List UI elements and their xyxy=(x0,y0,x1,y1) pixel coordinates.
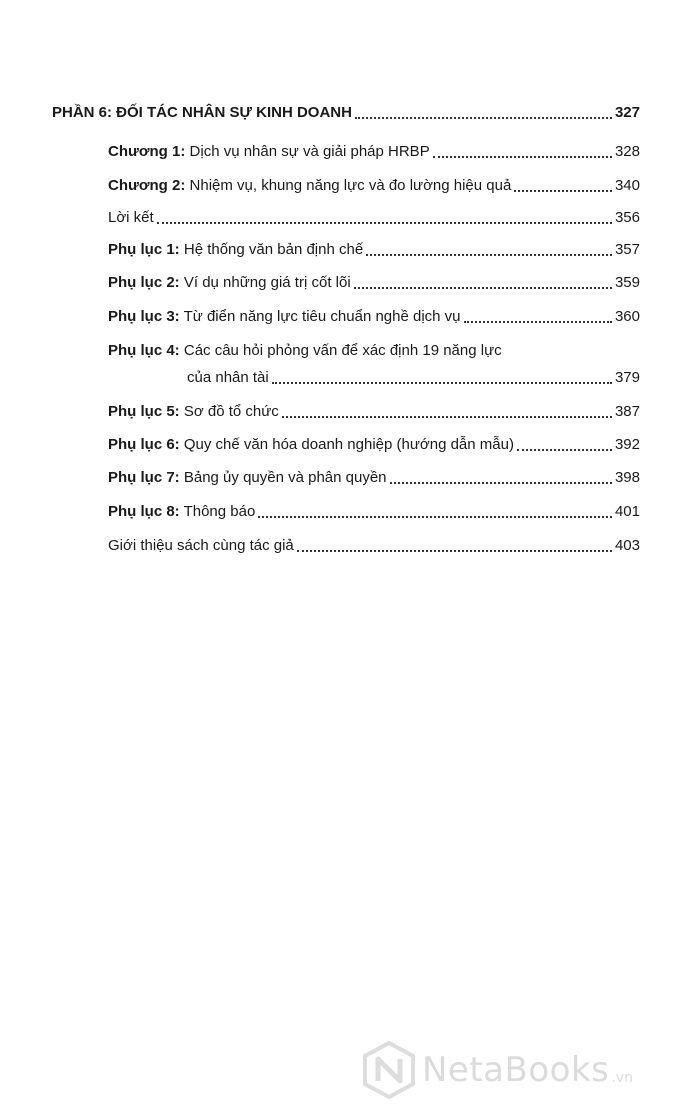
toc-entry-title: Dịch vụ nhân sự và giải pháp HRBP xyxy=(185,143,430,160)
toc-entry-phu-luc-3 xyxy=(108,308,640,326)
toc-entry-title: Giới thiệu sách cùng tác giả xyxy=(108,537,294,554)
toc-leader xyxy=(433,156,612,158)
toc-leader xyxy=(390,482,612,484)
toc-entry-phu-luc-4 xyxy=(108,342,640,387)
toc-entry-prefix: Phụ lục 5: xyxy=(108,403,180,420)
toc-entry-title: Ví dụ những giá trị cốt lõi xyxy=(179,274,351,291)
toc-leader xyxy=(464,321,612,323)
toc-part-6 xyxy=(52,104,640,122)
toc-leader xyxy=(354,287,612,289)
toc-entry-title: Nhiệm vụ, khung năng lực và đo lường hiệu quả xyxy=(185,177,512,194)
toc-leader xyxy=(355,117,612,119)
toc-page-number: 327 xyxy=(614,104,640,121)
toc-leader xyxy=(282,416,612,418)
toc-entry-phu-luc-5 xyxy=(108,403,640,421)
toc-entry-title: Hệ thống văn bản định chế xyxy=(179,241,364,258)
toc-page-number: 357 xyxy=(614,241,640,258)
toc-leader xyxy=(514,190,612,192)
toc-entry-title: Sơ đồ tổ chức xyxy=(179,403,279,420)
toc-entry-phu-luc-6 xyxy=(108,436,640,454)
toc-entry-title: Bảng ủy quyền và phân quyền xyxy=(179,469,387,486)
toc-leader xyxy=(258,516,612,518)
toc-page-number: 401 xyxy=(614,503,640,520)
watermark-brand: NetaBooks xyxy=(422,1050,610,1090)
toc-page-number: 387 xyxy=(614,403,640,420)
netabooks-watermark xyxy=(362,1040,692,1100)
toc-entry-prefix: Phụ lục 8: xyxy=(108,503,180,520)
toc-entry-title: Quy chế văn hóa doanh nghiệp (hướng dẫn mẫu) xyxy=(179,436,514,453)
toc-entry-title: Lời kết xyxy=(108,209,154,226)
toc-page-number: 392 xyxy=(614,436,640,453)
toc-page-number: 360 xyxy=(614,308,640,325)
toc-entry-prefix: Phụ lục 4: xyxy=(108,342,180,359)
toc-page-number: 403 xyxy=(614,537,640,554)
toc-entry-prefix: Phụ lục 1: xyxy=(108,241,180,258)
toc-entry-prefix: Phụ lục 2: xyxy=(108,274,180,291)
toc-entry-title: Thông báo xyxy=(179,503,256,520)
toc-entry-phu-luc-7 xyxy=(108,469,640,487)
toc-entry-phu-luc-2 xyxy=(108,274,640,292)
toc-page-number: 356 xyxy=(614,209,640,226)
toc-entry-chuong-1 xyxy=(108,143,640,161)
toc-entry-chuong-2 xyxy=(108,177,640,195)
toc-entry-title-continued: của nhân tài xyxy=(187,369,269,386)
toc-part-label: PHẦN 6: ĐỐI TÁC NHÂN SỰ KINH DOANH xyxy=(52,104,352,121)
toc-page-number: 398 xyxy=(614,469,640,486)
toc-leader xyxy=(517,449,612,451)
toc-entry-loi-ket xyxy=(108,209,640,227)
toc-page-number: 379 xyxy=(614,369,640,386)
netabooks-logo-icon xyxy=(362,1041,416,1099)
toc-entry-prefix: Phụ lục 7: xyxy=(108,469,180,486)
toc-entry-prefix: Chương 1: xyxy=(108,143,186,160)
toc-page-number: 340 xyxy=(614,177,640,194)
toc-entry-prefix: Phụ lục 6: xyxy=(108,436,180,453)
toc-page-number: 359 xyxy=(614,274,640,291)
toc-page-number: 328 xyxy=(614,143,640,160)
toc-entry-title: Các câu hỏi phỏng vấn để xác định 19 năng lực xyxy=(179,342,502,359)
toc-leader xyxy=(272,382,612,384)
toc-leader xyxy=(157,222,612,224)
toc-entry-title: Từ điển năng lực tiêu chuẩn nghề dịch vụ xyxy=(179,308,461,325)
toc-leader xyxy=(366,254,612,256)
toc-entry-phu-luc-1 xyxy=(108,241,640,259)
toc-entry-prefix: Phụ lục 3: xyxy=(108,308,180,325)
toc-leader xyxy=(297,550,612,552)
toc-entry-phu-luc-8 xyxy=(108,503,640,521)
toc-entry-gioi-thieu-sach xyxy=(108,537,640,555)
watermark-suffix: .vn xyxy=(611,1070,633,1086)
toc-entry-prefix: Chương 2: xyxy=(108,177,186,194)
